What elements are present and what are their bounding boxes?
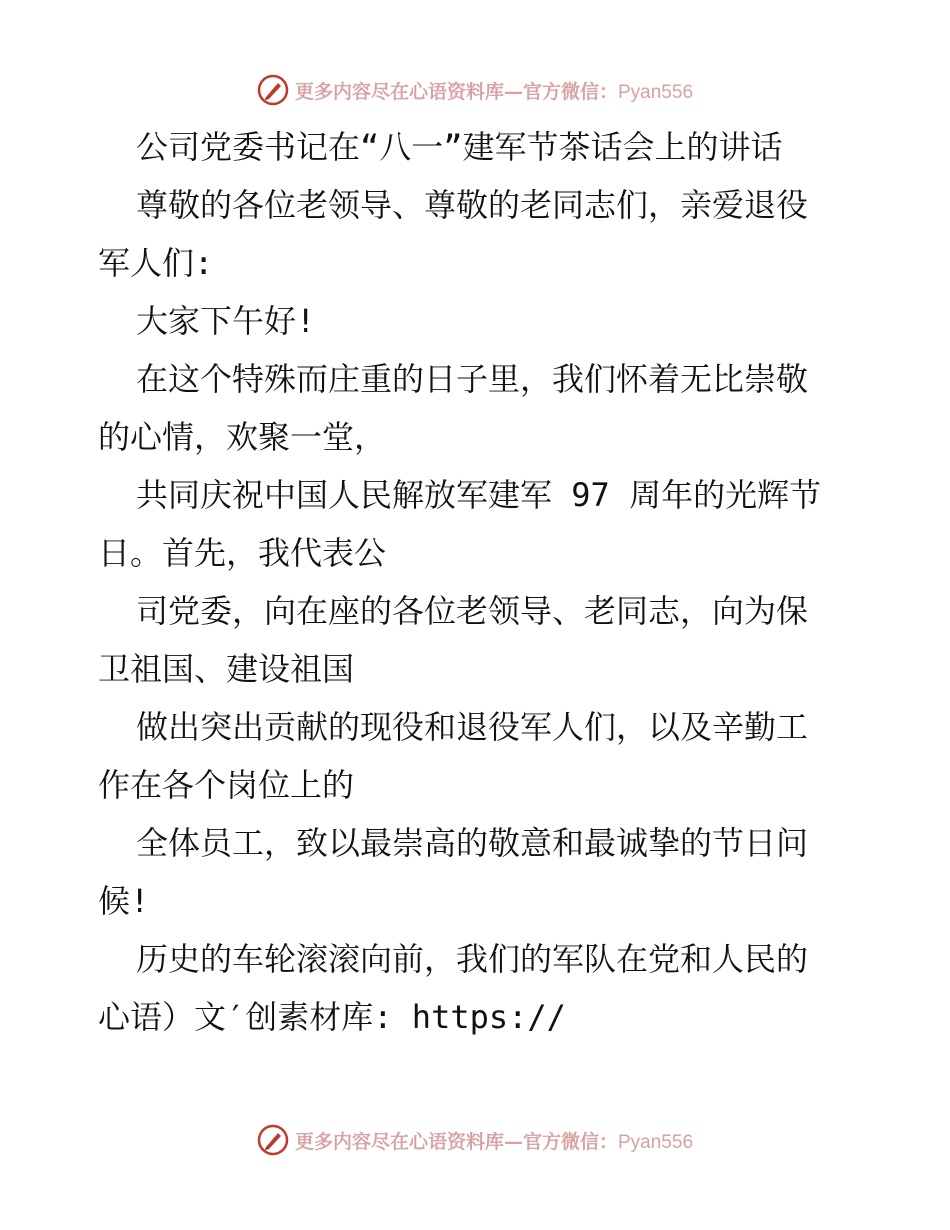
body-line: 军人们: (98, 244, 214, 282)
body-line: 候! (98, 882, 150, 920)
footer-banner-text: 更多内容尽在心语资料库—官方微信：Pyan556 (294, 1130, 694, 1153)
body-line: 司党委，向在座的各位老领导、老同志，向为保 (136, 592, 809, 630)
body-line: 大家下午好! (136, 302, 316, 340)
document-title: 公司党委书记在“八一”建军节茶话会上的讲话 (136, 128, 783, 166)
header-banner-text: 更多内容尽在心语资料库—官方微信：Pyan556 (294, 80, 694, 103)
header-banner-id: Pyan556 (618, 81, 694, 103)
body-line: 心语）文′创素材库: https:// (98, 998, 566, 1036)
body-line: 作在各个岗位上的 (98, 766, 355, 804)
footer-banner (0, 1120, 950, 1160)
body-line: 做出突出贡献的现役和退役军人们，以及辛勤工 (136, 708, 809, 746)
body-line: 卫祖国、建设祖国 (98, 650, 355, 688)
footer-banner-id: Pyan556 (618, 1131, 694, 1153)
document-body (98, 118, 853, 1046)
body-line: 尊敬的各位老领导、尊敬的老同志们，亲爱退役 (136, 186, 809, 224)
header-banner (0, 70, 950, 110)
body-line: 历史的车轮滚滚向前，我们的军队在党和人民的 (136, 940, 809, 978)
body-line: 的心情，欢聚一堂， (98, 418, 387, 456)
pen-logo-icon (257, 1124, 289, 1156)
pen-logo-icon (257, 74, 289, 106)
body-line: 共同庆祝中国人民解放军建军 97 周年的光辉节 (136, 476, 822, 514)
body-line: 日。首先，我代表公 (98, 534, 387, 572)
body-line: 全体员工，致以最崇高的敬意和最诚挚的节日问 (136, 824, 809, 862)
body-line: 在这个特殊而庄重的日子里，我们怀着无比崇敬 (136, 360, 809, 398)
